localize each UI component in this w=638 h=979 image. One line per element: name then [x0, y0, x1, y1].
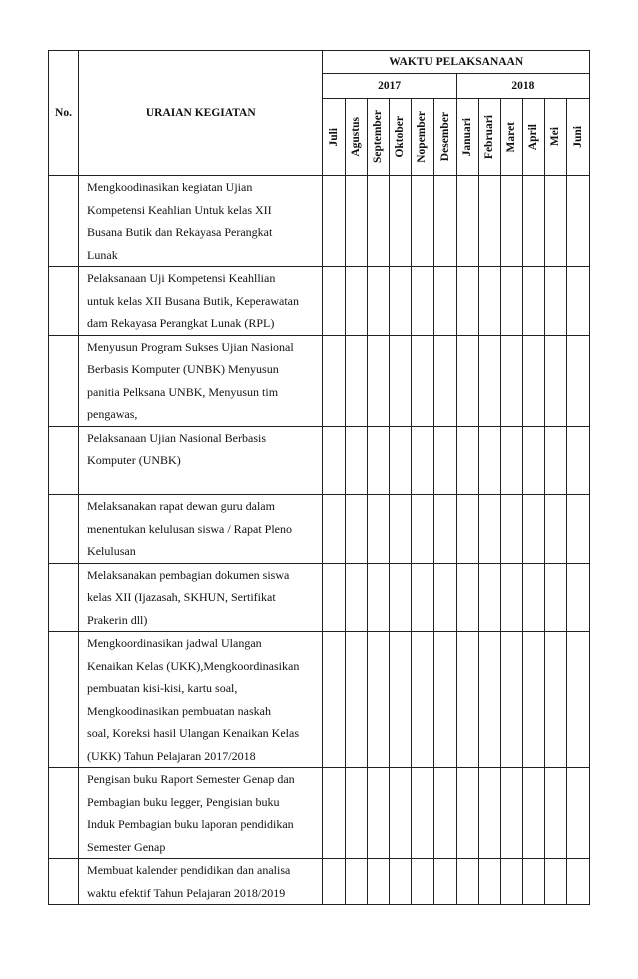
month-cell — [478, 563, 500, 632]
month-cell — [456, 495, 478, 564]
month-cell — [345, 495, 367, 564]
month-cell — [544, 859, 566, 905]
header-waktu: WAKTU PELAKSANAAN — [323, 51, 590, 74]
table-row — [49, 495, 590, 564]
header-month-nopember — [411, 99, 433, 176]
activity-description — [79, 632, 323, 768]
month-cell — [478, 267, 500, 336]
month-cell — [367, 768, 389, 859]
month-cell — [500, 176, 522, 267]
month-cell — [411, 495, 433, 564]
month-cell — [456, 632, 478, 768]
month-cell — [522, 495, 544, 564]
month-cell — [323, 335, 345, 426]
month-label: Oktober — [394, 116, 407, 158]
month-cell — [566, 267, 589, 336]
month-cell — [323, 426, 345, 495]
month-cell — [544, 495, 566, 564]
description-line: Kelulusan — [87, 544, 136, 558]
month-cell — [367, 563, 389, 632]
row-number-cell — [49, 768, 79, 859]
description-line: Melaksanakan rapat dewan guru dalam — [87, 499, 275, 513]
month-cell — [500, 495, 522, 564]
table-row — [49, 176, 590, 267]
description-line: Berbasis Komputer (UNBK) Menyusun — [87, 362, 279, 376]
month-cell — [411, 267, 433, 336]
month-label: Desember — [438, 112, 451, 162]
month-cell — [323, 768, 345, 859]
description-line: Semester Genap — [87, 839, 166, 854]
month-cell — [323, 563, 345, 632]
month-cell — [566, 176, 589, 267]
month-cell — [500, 563, 522, 632]
month-cell — [500, 267, 522, 336]
month-cell — [323, 267, 345, 336]
description-line: Kenaikan Kelas (UKK),Mengkoordinasikan — [87, 658, 300, 673]
month-label: Nopember — [416, 111, 429, 163]
description-line: pengawas, — [87, 407, 138, 421]
month-cell — [456, 176, 478, 267]
description-line: Komputer (UNBK) — [87, 453, 181, 467]
month-cell — [411, 632, 433, 768]
description-line: Induk Pembagian buku laporan pendidikan — [87, 817, 294, 831]
description-line: kelas XII (Ijazasah, SKHUN, Sertifikat — [87, 590, 276, 604]
month-cell — [345, 335, 367, 426]
month-cell — [345, 632, 367, 768]
month-cell — [433, 426, 456, 495]
month-cell — [389, 176, 411, 267]
month-cell — [411, 563, 433, 632]
month-cell — [367, 495, 389, 564]
month-label: Januari — [461, 117, 474, 157]
month-cell — [522, 563, 544, 632]
month-cell — [389, 426, 411, 495]
month-cell — [367, 267, 389, 336]
month-cell — [345, 267, 367, 336]
description-line: untuk kelas XII Busana Butik, Keperawatan — [87, 293, 299, 308]
description-line: Lunak — [87, 247, 118, 262]
header-month-september — [367, 99, 389, 176]
schedule-table — [48, 50, 590, 905]
month-cell — [478, 176, 500, 267]
month-cell — [522, 267, 544, 336]
month-cell — [389, 859, 411, 905]
month-cell — [433, 563, 456, 632]
description-line: panitia Pelksana UNBK, Menyusun tim — [87, 384, 279, 399]
header-month-februari — [478, 99, 500, 176]
month-cell — [345, 426, 367, 495]
description-line: Mengkoordinasikan jadwal Ulangan — [87, 636, 262, 650]
description-line: soal, Koreksi hasil Ulangan Kenaikan Kelas — [87, 726, 299, 740]
header-year-2018: 2018 — [456, 74, 589, 99]
month-cell — [433, 495, 456, 564]
month-cell — [500, 859, 522, 905]
month-cell — [478, 335, 500, 426]
description-line: Melaksanakan pembagian dokumen siswa — [87, 567, 290, 582]
month-cell — [566, 768, 589, 859]
header-no: No. — [49, 51, 79, 176]
row-number-cell — [49, 335, 79, 426]
month-cell — [389, 267, 411, 336]
month-cell — [478, 632, 500, 768]
month-cell — [478, 495, 500, 564]
header-month-oktober — [389, 99, 411, 176]
month-cell — [411, 426, 433, 495]
description-line: Pengisan buku Raport Semester Genap dan — [87, 772, 295, 786]
month-label: Mei — [549, 127, 562, 147]
description-line: Membuat kalender pendidikan dan analisa — [87, 863, 291, 877]
month-cell — [323, 176, 345, 267]
description-line: Pembagian buku legger, Pengisian buku — [87, 794, 280, 809]
month-cell — [345, 563, 367, 632]
description-line: Menyusun Program Sukses Ujian Nasional — [87, 339, 294, 354]
activity-description — [79, 176, 323, 267]
month-cell — [433, 768, 456, 859]
month-cell — [456, 267, 478, 336]
header-month-juli — [323, 99, 345, 176]
month-cell — [411, 859, 433, 905]
month-cell — [522, 768, 544, 859]
description-line: Pelaksanaan Ujian Nasional Berbasis — [87, 430, 266, 445]
month-label: Juli — [327, 127, 340, 147]
table-row — [49, 267, 590, 336]
month-cell — [544, 632, 566, 768]
month-cell — [389, 335, 411, 426]
month-cell — [367, 176, 389, 267]
description-line: menentukan kelulusan siswa / Rapat Pleno — [87, 521, 293, 536]
month-cell — [433, 267, 456, 336]
header-uraian: URAIAN KEGIATAN — [79, 51, 323, 176]
header-month-agustus — [345, 99, 367, 176]
month-label: Juni — [571, 126, 584, 148]
month-cell — [367, 859, 389, 905]
row-number-cell — [49, 632, 79, 768]
month-cell — [456, 563, 478, 632]
description-line: pembuatan kisi-kisi, kartu soal, — [87, 681, 238, 695]
month-cell — [522, 335, 544, 426]
month-cell — [500, 632, 522, 768]
month-cell — [500, 768, 522, 859]
description-line: Prakerin dll) — [87, 612, 148, 627]
month-cell — [544, 335, 566, 426]
month-cell — [367, 426, 389, 495]
description-line: Kompetensi Keahlian Untuk kelas XII — [87, 202, 272, 217]
month-cell — [411, 768, 433, 859]
month-label: Maret — [505, 121, 518, 153]
activity-description — [79, 563, 323, 632]
month-cell — [478, 426, 500, 495]
activity-description — [79, 426, 323, 495]
activity-description — [79, 267, 323, 336]
row-number-cell — [49, 267, 79, 336]
month-cell — [544, 426, 566, 495]
activity-description — [79, 335, 323, 426]
header-month-januari — [456, 99, 478, 176]
month-cell — [456, 859, 478, 905]
month-cell — [478, 768, 500, 859]
row-number-cell — [49, 176, 79, 267]
table-row — [49, 335, 590, 426]
month-label: September — [372, 110, 385, 164]
table-row — [49, 563, 590, 632]
month-cell — [345, 768, 367, 859]
month-cell — [389, 768, 411, 859]
activity-description — [79, 859, 323, 905]
header-year-2017: 2017 — [323, 74, 456, 99]
month-cell — [389, 495, 411, 564]
month-cell — [411, 335, 433, 426]
month-cell — [456, 768, 478, 859]
month-cell — [345, 859, 367, 905]
table-header — [49, 51, 590, 176]
month-label: Agustus — [350, 117, 363, 157]
table-row — [49, 426, 590, 495]
month-cell — [323, 495, 345, 564]
header-month-maret — [500, 99, 522, 176]
row-number-cell — [49, 495, 79, 564]
month-cell — [522, 859, 544, 905]
month-cell — [345, 176, 367, 267]
table-row — [49, 632, 590, 768]
month-cell — [544, 176, 566, 267]
row-number-cell — [49, 563, 79, 632]
month-cell — [389, 563, 411, 632]
month-cell — [456, 426, 478, 495]
activity-description — [79, 495, 323, 564]
month-cell — [478, 859, 500, 905]
month-cell — [566, 426, 589, 495]
description-line: dam Rekayasa Perangkat Lunak (RPL) — [87, 316, 275, 330]
month-cell — [544, 563, 566, 632]
header-month-desember — [433, 99, 456, 176]
month-cell — [433, 335, 456, 426]
month-cell — [566, 335, 589, 426]
month-cell — [433, 859, 456, 905]
month-label: April — [527, 123, 540, 151]
month-cell — [566, 859, 589, 905]
month-cell — [500, 335, 522, 426]
description-line: Mengkoodinasikan pembuatan naskah — [87, 703, 272, 718]
table-row — [49, 859, 590, 905]
header-month-mei — [544, 99, 566, 176]
description-line: Mengkoodinasikan kegiatan Ujian — [87, 180, 253, 194]
header-month-april — [522, 99, 544, 176]
month-cell — [367, 632, 389, 768]
description-line — [87, 472, 318, 495]
row-number-cell — [49, 859, 79, 905]
table-row — [49, 768, 590, 859]
month-cell — [544, 267, 566, 336]
month-cell — [544, 768, 566, 859]
description-line: Pelaksanaan Uji Kompetensi Keahllian — [87, 271, 276, 285]
month-cell — [389, 632, 411, 768]
month-cell — [522, 632, 544, 768]
activity-description — [79, 768, 323, 859]
description-line: waktu efektif Tahun Pelajaran 2018/2019 — [87, 885, 286, 900]
description-line: (UKK) Tahun Pelajaran 2017/2018 — [87, 748, 256, 763]
description-line: Busana Butik dan Rekayasa Perangkat — [87, 225, 273, 239]
row-number-cell — [49, 426, 79, 495]
month-cell — [323, 859, 345, 905]
month-cell — [367, 335, 389, 426]
month-cell — [411, 176, 433, 267]
month-cell — [522, 426, 544, 495]
month-cell — [500, 426, 522, 495]
month-cell — [433, 176, 456, 267]
month-cell — [566, 563, 589, 632]
month-cell — [566, 495, 589, 564]
header-month-juni — [566, 99, 589, 176]
month-cell — [433, 632, 456, 768]
month-cell — [456, 335, 478, 426]
table-body — [49, 176, 590, 905]
month-cell — [323, 632, 345, 768]
month-cell — [566, 632, 589, 768]
month-label: Februari — [483, 114, 496, 160]
month-cell — [522, 176, 544, 267]
